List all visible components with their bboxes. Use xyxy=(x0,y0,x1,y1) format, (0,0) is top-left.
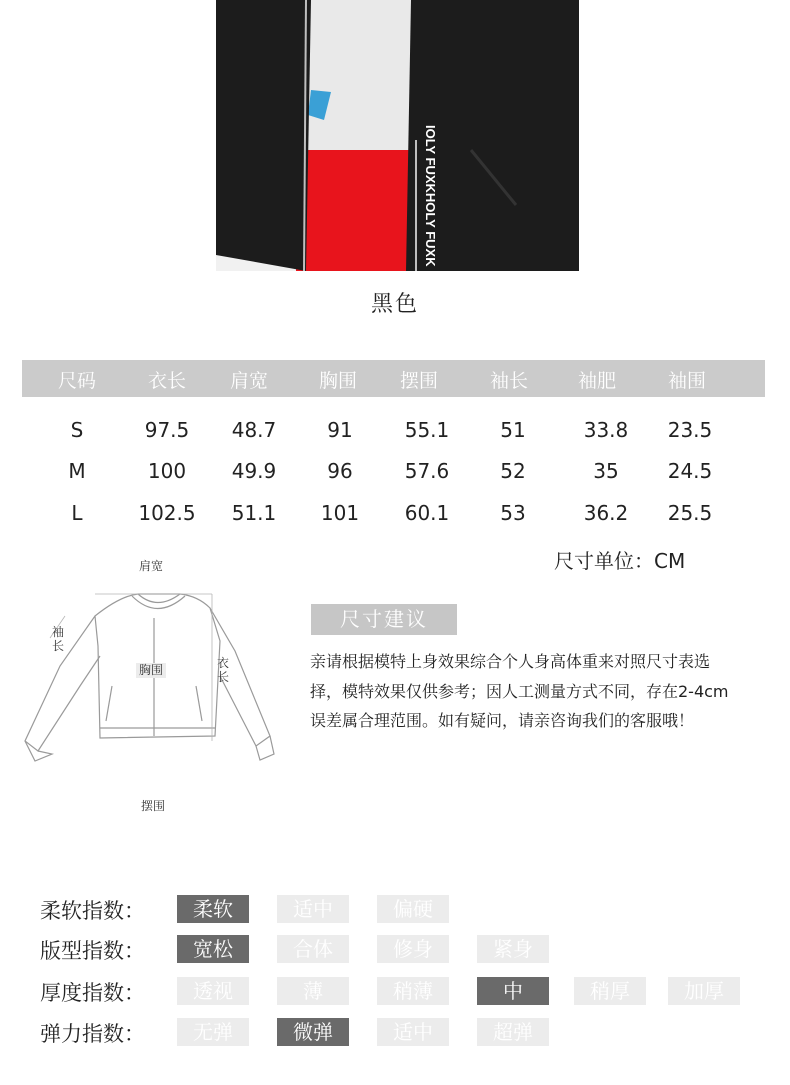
size-table-header xyxy=(22,360,765,397)
fit-option: 合体 xyxy=(277,935,349,963)
sleeve-label-bottom: 长 xyxy=(52,639,65,653)
table-cell: 97.5 xyxy=(144,418,190,442)
elasticity-option: 适中 xyxy=(377,1018,449,1046)
product-photo xyxy=(216,0,579,271)
chest-label: 胸围 xyxy=(136,663,166,678)
table-cell: 96 xyxy=(327,459,353,483)
measurement-diagram xyxy=(20,556,290,818)
sleeve-label-top: 袖 xyxy=(52,625,65,639)
print-text: IOLY FUXKHOLY FUXK xyxy=(423,125,438,267)
table-cell: 51 xyxy=(500,418,526,442)
header-cell: 摆围 xyxy=(399,370,438,392)
header-cell: 尺码 xyxy=(57,370,96,392)
size-unit: 尺寸单位：CM xyxy=(554,549,686,573)
table-row xyxy=(22,501,765,531)
table-cell: 33.8 xyxy=(583,418,629,442)
softness-label: 柔软指数： xyxy=(40,899,145,923)
thickness-option: 薄 xyxy=(277,977,349,1005)
table-cell: 60.1 xyxy=(404,501,450,525)
table-cell: 100 xyxy=(147,459,187,483)
thickness-option: 透视 xyxy=(177,977,249,1005)
table-cell: 101 xyxy=(320,501,360,525)
fit-option: 紧身 xyxy=(477,935,549,963)
table-cell: 49.9 xyxy=(231,459,277,483)
table-cell: 23.5 xyxy=(667,418,713,442)
thickness-option: 稍厚 xyxy=(574,977,646,1005)
table-cell: S xyxy=(70,418,84,442)
table-cell: 51.1 xyxy=(231,501,277,525)
thickness-label: 厚度指数： xyxy=(40,981,145,1005)
fit-label: 版型指数： xyxy=(40,939,145,963)
table-cell: 24.5 xyxy=(667,459,713,483)
fit-option: 修身 xyxy=(377,935,449,963)
table-cell: 52 xyxy=(500,459,526,483)
shoulder-label: 肩宽 xyxy=(139,559,164,573)
table-cell: 36.2 xyxy=(583,501,629,525)
elasticity-option: 无弹 xyxy=(177,1018,249,1046)
table-cell: 102.5 xyxy=(138,501,196,525)
length-label-bottom: 长 xyxy=(217,670,230,684)
header-cell: 肩宽 xyxy=(229,370,268,392)
table-cell: 91 xyxy=(327,418,353,442)
table-cell: L xyxy=(71,501,83,525)
softness-option: 柔软 xyxy=(177,895,249,923)
elasticity-label: 弹力指数： xyxy=(40,1022,145,1046)
header-cell: 衣长 xyxy=(147,370,186,392)
color-caption: 黑色 xyxy=(370,292,419,317)
fit-option: 宽松 xyxy=(177,935,249,963)
table-cell: 48.7 xyxy=(231,418,277,442)
table-cell: M xyxy=(68,459,86,483)
thickness-option: 加厚 xyxy=(668,977,740,1005)
table-cell: 35 xyxy=(593,459,619,483)
header-cell: 袖长 xyxy=(489,370,528,392)
header-cell: 胸围 xyxy=(318,370,357,392)
table-cell: 25.5 xyxy=(667,501,713,525)
length-label-top: 衣 xyxy=(217,656,230,670)
elasticity-option: 超弹 xyxy=(477,1018,549,1046)
softness-option: 适中 xyxy=(277,895,349,923)
header-cell: 袖肥 xyxy=(577,370,616,392)
elasticity-option: 微弹 xyxy=(277,1018,349,1046)
hem-label: 摆围 xyxy=(141,799,166,813)
header-cell: 袖围 xyxy=(667,370,706,392)
table-cell: 57.6 xyxy=(404,459,450,483)
table-row xyxy=(22,459,765,489)
advice-text: 亲请根据模特上身效果综合个人身高体重来对照尺寸表选择，模特效果仅供参考；因人工测量方式不同，存在2-4cm误差属合理范围。如有疑问，请亲咨询我们的客服哦！ xyxy=(310,652,729,730)
thickness-option: 中 xyxy=(477,977,549,1005)
table-row xyxy=(22,418,765,448)
table-cell: 55.1 xyxy=(404,418,450,442)
jacket-outline xyxy=(20,556,290,818)
thickness-option: 稍薄 xyxy=(377,977,449,1005)
advice-title: 尺寸建议 xyxy=(311,604,457,635)
softness-option: 偏硬 xyxy=(377,895,449,923)
table-cell: 53 xyxy=(500,501,526,525)
